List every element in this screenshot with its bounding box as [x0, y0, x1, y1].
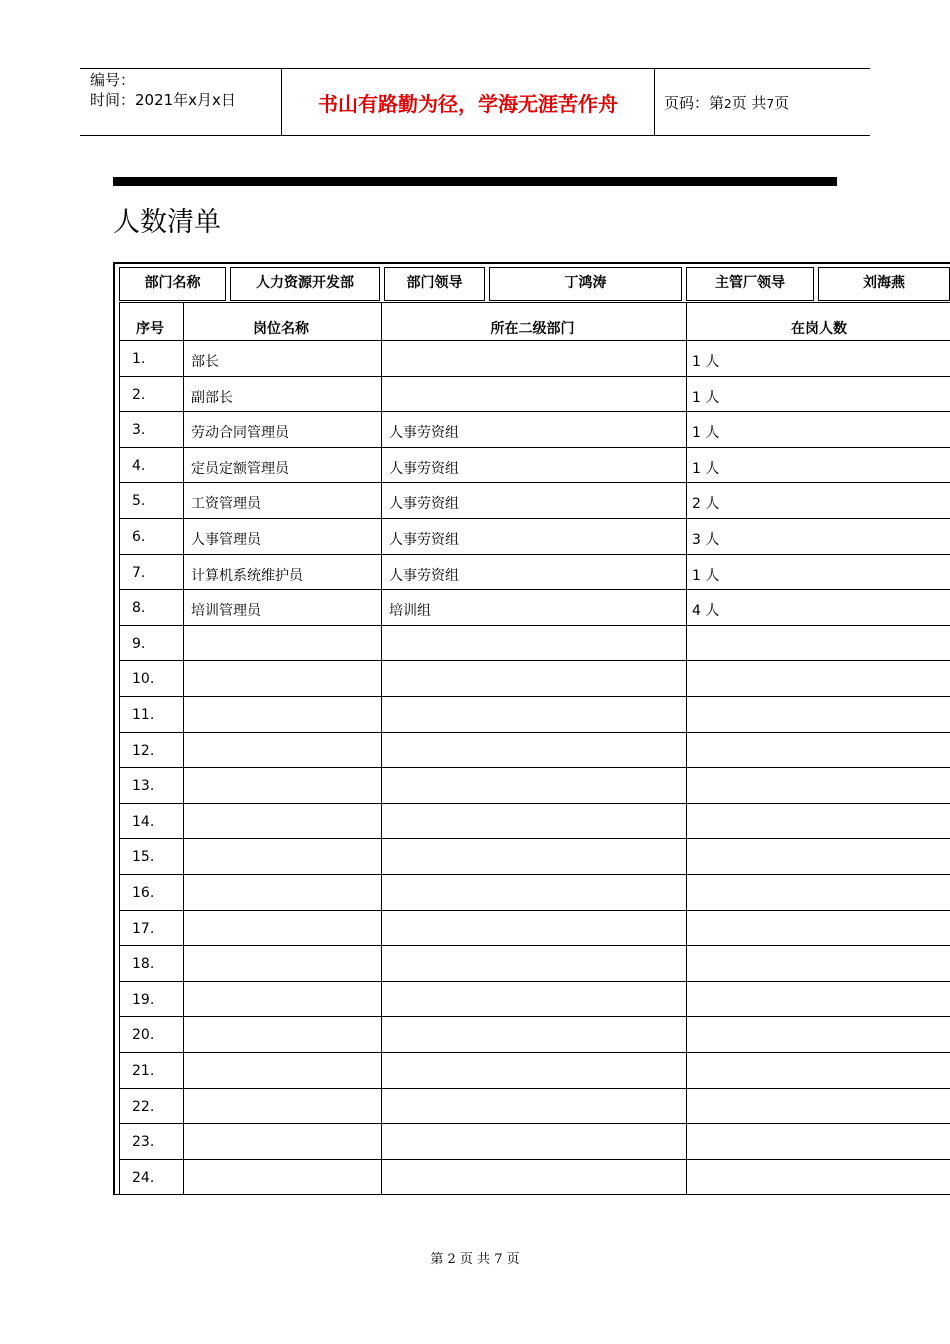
- row-count: 4 人: [692, 603, 720, 620]
- grid-line: [119, 732, 950, 733]
- row-count: 1 人: [692, 354, 720, 370]
- row-position: 劳动合同管理员: [191, 425, 289, 442]
- page-footer: 第 2 页 共 7 页: [430, 1252, 520, 1267]
- row-subdept: 培训组: [389, 603, 431, 620]
- leader-label: 部门领导: [384, 267, 485, 301]
- page-title: 人数清单: [113, 207, 221, 238]
- page-mid: 页 共: [731, 94, 767, 112]
- header-top-rule: [80, 68, 870, 69]
- row-number: 23.: [132, 1134, 155, 1151]
- grid-line: [119, 838, 950, 839]
- grid-line: [119, 981, 950, 982]
- grid-line: [119, 945, 950, 946]
- grid-line: [119, 874, 950, 875]
- row-count: 2 人: [692, 496, 720, 513]
- row-number: 6.: [132, 529, 146, 545]
- row-position: 培训管理员: [191, 603, 261, 620]
- leader-value: 丁鸿涛: [489, 267, 682, 301]
- grid-line: [686, 302, 687, 1194]
- grid-line: [119, 554, 950, 555]
- grid-line: [119, 447, 950, 448]
- row-position: 定员定额管理员: [191, 460, 289, 477]
- page-current: 2: [724, 97, 732, 111]
- row-position: 副部长: [191, 389, 233, 406]
- grid-line: [119, 910, 950, 911]
- row-number: 18.: [132, 956, 155, 973]
- row-number: 4.: [132, 457, 146, 474]
- row-number: 19.: [132, 991, 155, 1008]
- row-number: 10.: [132, 671, 155, 688]
- row-position: 部长: [191, 354, 219, 370]
- date-line: 时间：2021年x月x日: [90, 91, 236, 109]
- col-header-count: 在岗人数: [791, 321, 847, 337]
- row-number: 3.: [132, 422, 146, 439]
- row-number: 16.: [132, 885, 155, 901]
- row-number: 8.: [132, 600, 146, 617]
- row-count: 3 人: [692, 532, 720, 548]
- header-divider: [654, 68, 655, 136]
- row-count: 1 人: [692, 389, 720, 406]
- number-label: 编号：: [90, 71, 136, 89]
- grid-line: [119, 1052, 950, 1053]
- row-count: 1 人: [692, 460, 720, 477]
- header-bottom-rule: [80, 135, 870, 136]
- factory-leader-value: 刘海燕: [818, 267, 950, 301]
- grid-line: [119, 302, 120, 1194]
- staff-table: [113, 262, 950, 1195]
- row-number: 7.: [132, 564, 146, 581]
- grid-line: [183, 302, 184, 1194]
- grid-line: [119, 518, 950, 519]
- row-number: 15.: [132, 849, 155, 866]
- row-subdept: 人事劳资组: [389, 460, 459, 477]
- col-header-position: 岗位名称: [253, 321, 309, 337]
- row-number: 22.: [132, 1098, 155, 1115]
- factory-leader-label: 主管厂领导: [686, 267, 814, 301]
- col-header-subdept: 所在二级部门: [490, 321, 575, 337]
- grid-line: [119, 340, 950, 341]
- table-bottom-rule: [113, 1194, 950, 1195]
- grid-line: [381, 302, 382, 1194]
- row-number: 13.: [132, 778, 155, 795]
- grid-line: [119, 302, 950, 303]
- header-page-number: [664, 92, 789, 113]
- row-subdept: 人事劳资组: [389, 567, 459, 584]
- page-suffix: 页: [774, 94, 790, 112]
- grid-line: [119, 660, 950, 661]
- row-number: 20.: [132, 1027, 155, 1044]
- row-number: 24.: [132, 1169, 155, 1186]
- row-position: 工资管理员: [191, 496, 261, 513]
- grid-line: [119, 1123, 950, 1124]
- row-number: 2.: [132, 386, 146, 403]
- grid-line: [119, 803, 950, 804]
- row-number: 21.: [132, 1063, 155, 1079]
- row-number: 9.: [132, 635, 146, 652]
- grid-line: [119, 411, 950, 412]
- header-motto: 书山有路勤为径，学海无涯苦作舟: [318, 92, 618, 116]
- row-number: 12.: [132, 742, 155, 759]
- row-subdept: 人事劳资组: [389, 532, 459, 548]
- row-number: 14.: [132, 813, 155, 830]
- grid-line: [119, 696, 950, 697]
- grid-line: [119, 767, 950, 768]
- title-rule: [113, 177, 837, 186]
- row-number: 5.: [132, 493, 146, 510]
- col-header-no: 序号: [136, 321, 164, 337]
- row-number: 11.: [132, 707, 155, 723]
- page-prefix: 页码：第: [664, 94, 725, 112]
- row-position: 人事管理员: [191, 532, 261, 548]
- dept-label: 部门名称: [119, 267, 226, 301]
- grid-line: [119, 1088, 950, 1089]
- row-position: 计算机系统维护员: [191, 567, 303, 584]
- row-subdept: 人事劳资组: [389, 496, 459, 513]
- grid-line: [119, 1016, 950, 1017]
- grid-line: [119, 589, 950, 590]
- header-info: [90, 70, 236, 110]
- grid-line: [119, 376, 950, 377]
- page-total: 7: [766, 97, 775, 111]
- row-count: 1 人: [692, 567, 720, 584]
- grid-line: [119, 625, 950, 626]
- row-count: 1 人: [692, 425, 720, 442]
- row-subdept: 人事劳资组: [389, 425, 459, 442]
- row-number: 17.: [132, 920, 155, 937]
- row-number: 1.: [132, 351, 146, 367]
- dept-value: 人力资源开发部: [230, 267, 380, 301]
- grid-line: [119, 1159, 950, 1160]
- grid-line: [119, 482, 950, 483]
